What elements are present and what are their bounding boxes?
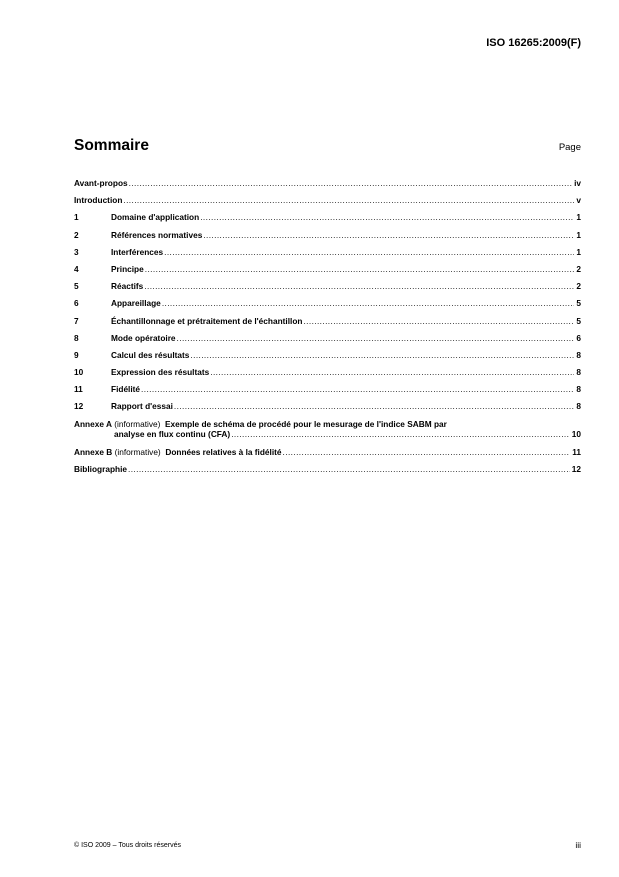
toc-entry-foreword[interactable] [74, 178, 581, 195]
dot-leader [162, 298, 575, 308]
toc-entry-label: Bibliographie [74, 463, 128, 474]
toc-entry-page: 8 [576, 401, 581, 412]
dot-leader [210, 367, 574, 377]
dot-leader [177, 333, 575, 343]
toc-entry-label: Rapport d'essai [111, 401, 173, 412]
toc-entry-clause-8[interactable] [74, 333, 581, 350]
clause-number: 12 [74, 401, 84, 412]
dot-leader [231, 429, 570, 439]
toc-entry-page: 8 [576, 384, 581, 395]
annex-title-continued: analyse en flux continu (CFA) [114, 428, 231, 439]
annex-title: Exemple de schéma de procédé pour le mesurage de l'indice SABM par [165, 418, 447, 429]
toc-entry-clause-2[interactable] [74, 230, 581, 247]
dot-leader [144, 281, 574, 291]
title-row [74, 137, 581, 159]
toc-entry-page: 6 [576, 332, 581, 343]
toc-entry-page: 8 [576, 349, 581, 360]
copyright-notice: © ISO 2009 – Tous droits réservés [74, 842, 181, 849]
toc-entry-introduction[interactable] [74, 195, 581, 212]
toc-entry-page: 2 [576, 281, 581, 292]
toc-entry-label: Domaine d'application [111, 212, 200, 223]
clause-number: 5 [74, 281, 79, 292]
page-title: Sommaire [74, 137, 149, 154]
toc-entry-page: 5 [576, 315, 581, 326]
toc-entry-clause-11[interactable] [74, 384, 581, 401]
toc-entry-page: 2 [576, 263, 581, 274]
annex-name: Annexe A [74, 418, 112, 429]
toc-entry-page: v [576, 195, 581, 206]
dot-leader [200, 212, 574, 222]
annex-kind: (informative) [114, 418, 161, 429]
toc-entry-page: 11 [572, 446, 581, 457]
dot-leader [203, 230, 574, 240]
toc-entry-label: Mode opératoire [111, 332, 176, 343]
toc-entry-page: 5 [576, 298, 581, 309]
dot-leader [123, 195, 574, 205]
dot-leader [141, 384, 574, 394]
dot-leader [129, 178, 572, 188]
toc-entry-annex-b[interactable] [74, 447, 581, 464]
clause-number: 2 [74, 229, 79, 240]
toc-entry-label: Calcul des résultats [111, 349, 190, 360]
toc-entry-clause-1[interactable] [74, 212, 581, 229]
toc-entry-page: iv [574, 178, 581, 188]
toc-entry-page: 1 [576, 246, 581, 257]
annex-title: Données relatives à la fidélité [165, 446, 282, 457]
document-code: ISO 16265:2009(F) [486, 37, 581, 49]
page-number: iii [575, 840, 581, 850]
clause-number: 6 [74, 298, 79, 309]
clause-number: 3 [74, 246, 79, 257]
toc-entry-annex-a[interactable] [74, 419, 581, 447]
annex-a-second-line [74, 429, 581, 439]
toc-entry-clause-4[interactable] [74, 264, 581, 281]
dot-leader [145, 264, 575, 274]
annex-kind: (informative) [114, 446, 161, 457]
page-column-label: Page [558, 142, 581, 153]
toc-entry-page: 1 [576, 212, 581, 223]
clause-number: 9 [74, 349, 79, 360]
toc-entry-clause-10[interactable] [74, 367, 581, 384]
toc-entry-page: 10 [571, 428, 581, 439]
toc-entry-label: Expression des résultats [111, 367, 210, 378]
dot-leader [128, 464, 570, 474]
toc-entry-label: Appareillage [111, 298, 161, 309]
annex-name: Annexe B [74, 446, 113, 457]
clause-number: 10 [74, 367, 84, 378]
toc-entry-clause-7[interactable] [74, 316, 581, 333]
toc-entry-clause-5[interactable] [74, 281, 581, 298]
toc-entry-clause-3[interactable] [74, 247, 581, 264]
toc-entry-label: Principe [111, 263, 144, 274]
dot-leader [303, 316, 574, 326]
toc-entry-label: Interférences [111, 246, 164, 257]
toc-entry-clause-9[interactable] [74, 350, 581, 367]
dot-leader [174, 401, 574, 411]
toc-entry-label: Introduction [74, 195, 123, 206]
dot-leader [164, 247, 574, 257]
toc-entry-page: 1 [576, 229, 581, 240]
toc-entry-label: Réactifs [111, 281, 144, 292]
toc-entry-clause-12[interactable] [74, 401, 581, 418]
clause-number: 4 [74, 263, 79, 274]
toc-entry-label: Avant-propos [74, 178, 128, 188]
toc-entry-page: 8 [576, 367, 581, 378]
clause-number: 11 [74, 384, 83, 395]
clause-number: 8 [74, 332, 79, 343]
toc-entry-label: Références normatives [111, 229, 203, 240]
toc-entry-label: Échantillonnage et prétraitement de l'échantillon [111, 315, 303, 326]
toc-entry-bibliography[interactable] [74, 464, 581, 481]
clause-number: 7 [74, 315, 79, 326]
clause-number: 1 [74, 212, 79, 223]
toc-entry-label: Fidélité [111, 384, 141, 395]
toc-entry-page: 12 [571, 463, 581, 474]
toc-entry-clause-6[interactable] [74, 298, 581, 315]
annex-a-first-line [74, 419, 581, 429]
table-of-contents [74, 178, 581, 481]
dot-leader [283, 447, 571, 457]
dot-leader [190, 350, 574, 360]
